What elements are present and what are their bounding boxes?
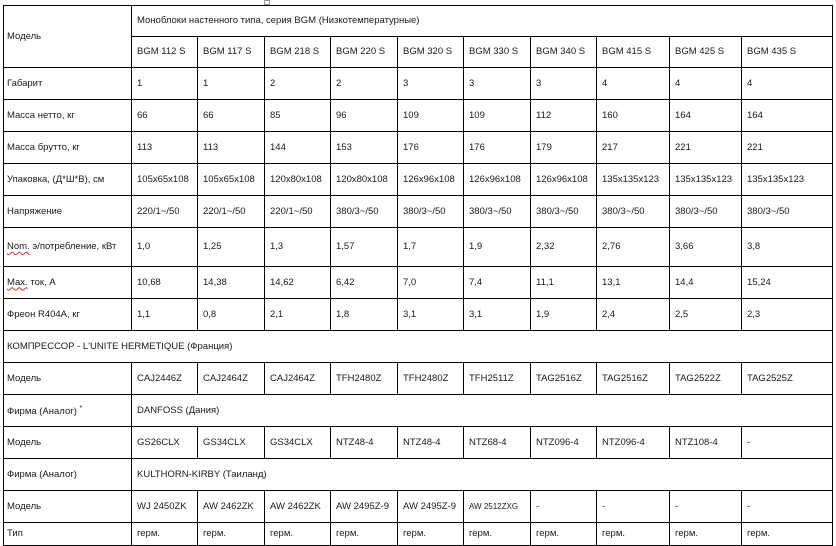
row-label: Масса брутто, кг <box>4 132 132 164</box>
table-cell: 126x96x108 <box>464 164 531 196</box>
table-row-gross-weight <box>4 132 833 164</box>
table-cell: AW 2462ZK <box>265 491 331 523</box>
row-label: Модель <box>4 427 132 459</box>
table-cell: CAJ2464Z <box>265 363 331 395</box>
table-cell: 3 <box>464 68 531 100</box>
table-cell: CAJ2446Z <box>132 363 198 395</box>
table-cell: 112 <box>531 100 597 132</box>
table-row-power <box>4 228 833 267</box>
table-cell: 179 <box>531 132 597 164</box>
table-cell: 380/3~/50 <box>597 196 670 228</box>
table-cell: 0,8 <box>198 299 265 331</box>
table-cell: 135x135x123 <box>670 164 742 196</box>
spellcheck-word: Nom. <box>7 241 30 252</box>
table-row-size <box>4 68 833 100</box>
table-cell: 164 <box>742 100 833 132</box>
table-cell: - <box>742 427 833 459</box>
table-cell: герм. <box>198 523 265 546</box>
model-name: BGM 220 S <box>331 37 398 68</box>
header-model-label: Модель <box>4 6 132 68</box>
table-cell: герм. <box>398 523 464 546</box>
table-cell: TAG2516Z <box>531 363 597 395</box>
row-label: Напряжение <box>4 196 132 228</box>
table-cell: AW 2462ZK <box>198 491 265 523</box>
model-name: BGM 112 S <box>132 37 198 68</box>
table-cell: 7,4 <box>464 267 531 299</box>
table-cell: 176 <box>398 132 464 164</box>
firm-name: DANFOSS (Дания) <box>132 395 833 427</box>
table-cell: 160 <box>597 100 670 132</box>
compressor-section-title: КОМПРЕССОР - L'UNITE HERMETIQUE (Франция) <box>4 331 833 363</box>
firm-name: KULTHORN-KIRBY (Таиланд) <box>132 459 833 491</box>
table-cell: 380/3~/50 <box>670 196 742 228</box>
table-cell: 7,0 <box>398 267 464 299</box>
table-cell: 113 <box>198 132 265 164</box>
table-cell: герм. <box>670 523 742 546</box>
table-cell: - <box>597 491 670 523</box>
table-cell: герм. <box>331 523 398 546</box>
table-cell: 380/3~/50 <box>398 196 464 228</box>
table-cell: 126x96x108 <box>531 164 597 196</box>
table-cell: 3,66 <box>670 228 742 267</box>
table-cell: 120x80x108 <box>331 164 398 196</box>
model-name: BGM 330 S <box>464 37 531 68</box>
row-label-text: э/потребление, кВт <box>29 241 117 252</box>
table-row-firm-kulthorn <box>4 459 833 491</box>
table-cell: герм. <box>597 523 670 546</box>
table-cell: NTZ48-4 <box>331 427 398 459</box>
table-cell: 221 <box>670 132 742 164</box>
table-cell: 109 <box>398 100 464 132</box>
table-cell: TAG2522Z <box>670 363 742 395</box>
table-cell: 220/1~/50 <box>265 196 331 228</box>
table-row-firm-danfoss <box>4 395 833 427</box>
table-cell: герм. <box>464 523 531 546</box>
model-name: BGM 425 S <box>670 37 742 68</box>
table-row-compressor-model <box>4 363 833 395</box>
table-cell: 135x135x123 <box>742 164 833 196</box>
model-name: BGM 340 S <box>531 37 597 68</box>
model-name: BGM 415 S <box>597 37 670 68</box>
model-name: BGM 320 S <box>398 37 464 68</box>
table-cell: 221 <box>742 132 833 164</box>
table-cell: 220/1~/50 <box>132 196 198 228</box>
table-cell: герм. <box>742 523 833 546</box>
table-cell: 1,0 <box>132 228 198 267</box>
table-cell: 4 <box>742 68 833 100</box>
table-cell: NTZ68-4 <box>464 427 531 459</box>
table-cell: 220/1~/50 <box>198 196 265 228</box>
table-row-compressor-section <box>4 331 833 363</box>
row-label <box>4 267 132 299</box>
table-cell: - <box>670 491 742 523</box>
table-cell: 96 <box>331 100 398 132</box>
table-cell: 109 <box>464 100 531 132</box>
table-row-refrigerant <box>4 299 833 331</box>
table-cell: - <box>742 491 833 523</box>
table-cell: NTZ108-4 <box>670 427 742 459</box>
table-cell: TAG2525Z <box>742 363 833 395</box>
table-cell: 105x65x108 <box>132 164 198 196</box>
table-cell: NTZ096-4 <box>531 427 597 459</box>
spec-table <box>3 5 833 546</box>
table-cell: 217 <box>597 132 670 164</box>
firm-label: Фирма (Аналог) <box>7 406 77 418</box>
row-label: Модель <box>4 363 132 395</box>
table-cell: 380/3~/50 <box>531 196 597 228</box>
table-cell: 1,9 <box>464 228 531 267</box>
table-cell: GS34CLX <box>198 427 265 459</box>
table-cell: 1,25 <box>198 228 265 267</box>
table-cell: - <box>531 491 597 523</box>
model-name: BGM 435 S <box>742 37 833 68</box>
table-cell: 14,4 <box>670 267 742 299</box>
table-cell: 153 <box>331 132 398 164</box>
table-cell: 3,8 <box>742 228 833 267</box>
table-cell: 66 <box>198 100 265 132</box>
table-cell: NTZ48-4 <box>398 427 464 459</box>
row-label: Фирма (Аналог) <box>4 459 132 491</box>
table-cell: 120x80x108 <box>265 164 331 196</box>
table-cell: 176 <box>464 132 531 164</box>
table-row-packaging <box>4 164 833 196</box>
table-cell: 13,1 <box>597 267 670 299</box>
table-cell: 3 <box>531 68 597 100</box>
table-cell: 1 <box>132 68 198 100</box>
row-label: Упаковка, (Д*Ш*В), см <box>4 164 132 196</box>
table-cell: TAG2516Z <box>597 363 670 395</box>
row-label: Габарит <box>4 68 132 100</box>
table-cell: 11,1 <box>531 267 597 299</box>
table-cell: 14,38 <box>198 267 265 299</box>
table-cell: AW 2495Z-9 <box>398 491 464 523</box>
table-cell: TFH2480Z <box>398 363 464 395</box>
table-cell: 66 <box>132 100 198 132</box>
table-row-kulthorn-model <box>4 491 833 523</box>
footnote-mark: * <box>79 404 83 412</box>
row-label <box>4 395 132 427</box>
table-cell: AW 2512ZXG <box>464 491 531 523</box>
row-label-text: ток, А <box>27 276 56 288</box>
table-row-net-weight <box>4 100 833 132</box>
row-label <box>4 228 132 267</box>
table-cell: 105x65x108 <box>198 164 265 196</box>
table-cell: герм. <box>531 523 597 546</box>
table-cell: 380/3~/50 <box>742 196 833 228</box>
table-cell: 1,1 <box>132 299 198 331</box>
table-row-voltage <box>4 196 833 228</box>
table-cell: 1 <box>198 68 265 100</box>
table-cell: 3 <box>398 68 464 100</box>
table-cell: 3,1 <box>464 299 531 331</box>
table-row-danfoss-model <box>4 427 833 459</box>
table-cell: GS34CLX <box>265 427 331 459</box>
table-cell: 1,9 <box>531 299 597 331</box>
table-cell: CAJ2464Z <box>198 363 265 395</box>
table-cell: 4 <box>670 68 742 100</box>
table-cell: 2,76 <box>597 228 670 267</box>
table-cell: WJ 2450ZK <box>132 491 198 523</box>
table-cell: 164 <box>670 100 742 132</box>
table-cell: 2,32 <box>531 228 597 267</box>
table-cell: 380/3~/50 <box>331 196 398 228</box>
table-cell: герм. <box>265 523 331 546</box>
table-cell: 6,42 <box>331 267 398 299</box>
row-label: Тип <box>4 523 132 546</box>
header-series-row <box>4 6 833 37</box>
table-cell: 380/3~/50 <box>464 196 531 228</box>
row-label: Масса нетто, кг <box>4 100 132 132</box>
table-cell: 4 <box>597 68 670 100</box>
table-cell: 126x96x108 <box>398 164 464 196</box>
row-label: Фреон R404A, кг <box>4 299 132 331</box>
model-name: BGM 218 S <box>265 37 331 68</box>
model-name: BGM 117 S <box>198 37 265 68</box>
table-row-type <box>4 523 833 546</box>
table-cell: 2,3 <box>742 299 833 331</box>
table-cell: 15,24 <box>742 267 833 299</box>
table-cell: GS26CLX <box>132 427 198 459</box>
table-cell: NTZ096-4 <box>597 427 670 459</box>
table-cell: 1,57 <box>331 228 398 267</box>
table-cell: 2 <box>265 68 331 100</box>
table-cell: 2,4 <box>597 299 670 331</box>
table-cell: 1,3 <box>265 228 331 267</box>
row-label: Модель <box>4 491 132 523</box>
table-cell: 2,5 <box>670 299 742 331</box>
table-cell: 3,1 <box>398 299 464 331</box>
table-cell: 85 <box>265 100 331 132</box>
table-cell: 2 <box>331 68 398 100</box>
table-cell: 2,1 <box>265 299 331 331</box>
table-cell: 10,68 <box>132 267 198 299</box>
table-cell: герм. <box>132 523 198 546</box>
table-cell: 1,7 <box>398 228 464 267</box>
table-cell: 1,8 <box>331 299 398 331</box>
table-cell: 113 <box>132 132 198 164</box>
table-cell: 14,62 <box>265 267 331 299</box>
table-row-max-current <box>4 267 833 299</box>
series-title: Моноблоки настенного типа, серия BGM (Низкотемпературные) <box>132 6 833 37</box>
spellcheck-word: Мах. <box>7 276 28 288</box>
table-cell: TFH2511Z <box>464 363 531 395</box>
table-cell: TFH2480Z <box>331 363 398 395</box>
table-cell: AW 2495Z-9 <box>331 491 398 523</box>
table-cell: 135x135x123 <box>597 164 670 196</box>
table-cell: 144 <box>265 132 331 164</box>
